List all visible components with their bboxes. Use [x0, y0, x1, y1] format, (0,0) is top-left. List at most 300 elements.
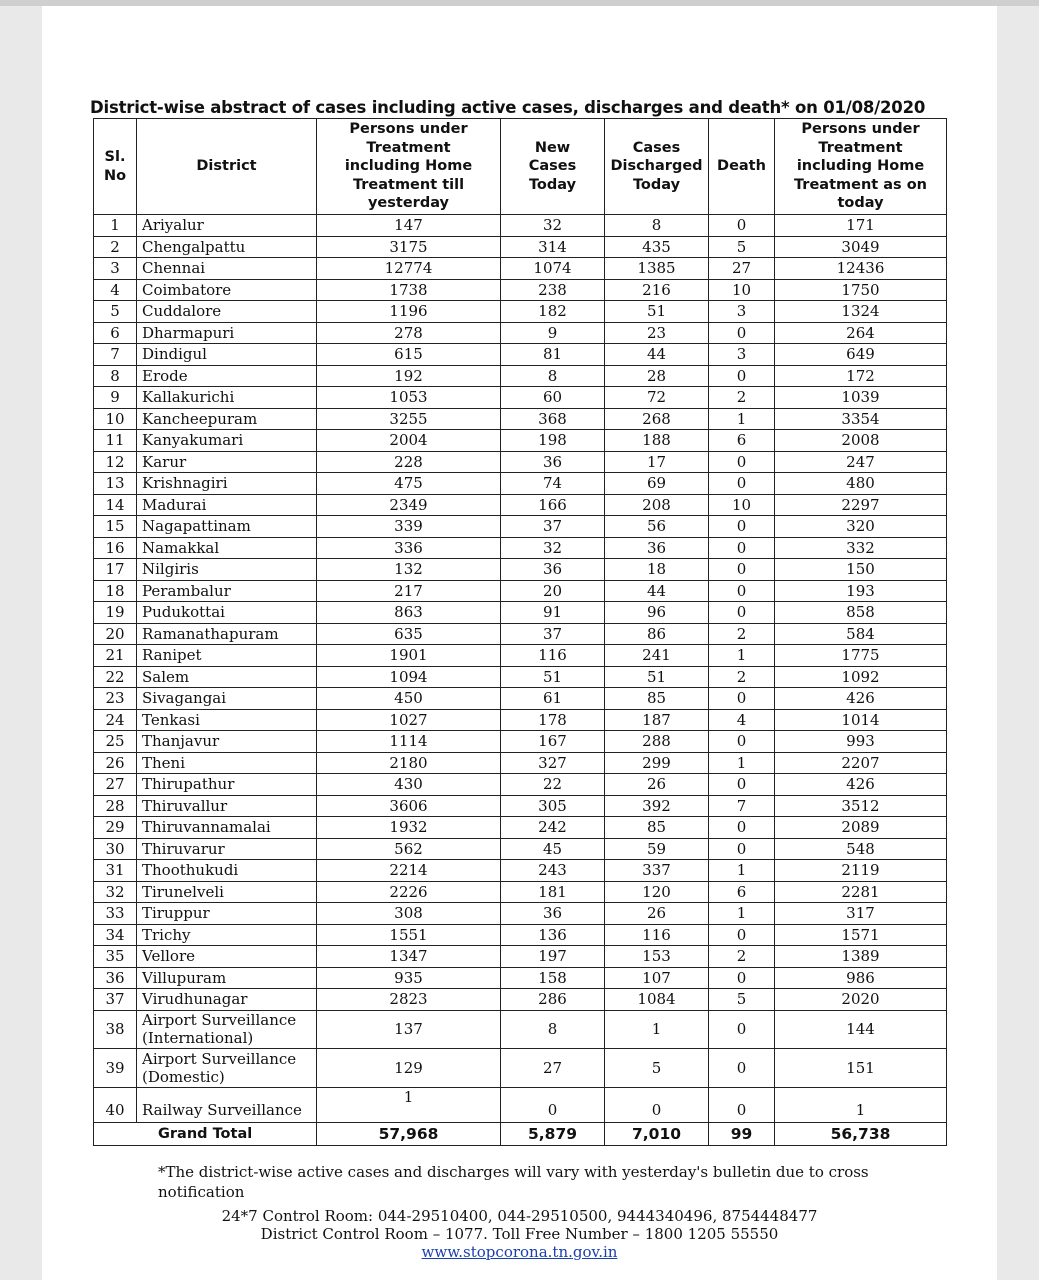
cell-under-treatment-today: 2119	[775, 860, 947, 882]
cell-under-treatment-today: 1014	[775, 709, 947, 731]
cell-under-treatment-today: 1039	[775, 387, 947, 409]
table-row	[94, 989, 947, 1011]
cell-under-treatment-yesterday: 217	[317, 580, 501, 602]
cell-district: Tenkasi	[137, 709, 317, 731]
header-sl-no: Sl. No	[94, 119, 137, 215]
cell-under-treatment-today: 193	[775, 580, 947, 602]
cell-sl-no: 24	[94, 709, 137, 731]
cell-under-treatment-yesterday: 1027	[317, 709, 501, 731]
cell-under-treatment-yesterday: 132	[317, 559, 501, 581]
cell-district: Nagapattinam	[137, 516, 317, 538]
cell-district: Thirupathur	[137, 774, 317, 796]
cell-district: Thiruvannamalai	[137, 817, 317, 839]
cell-under-treatment-today: 150	[775, 559, 947, 581]
cell-sl-no: 27	[94, 774, 137, 796]
cell-under-treatment-yesterday: 1196	[317, 301, 501, 323]
cell-death: 0	[709, 838, 775, 860]
grand-total-label: Grand Total	[94, 1122, 317, 1145]
table-row	[94, 215, 947, 237]
cell-sl-no: 14	[94, 494, 137, 516]
cell-death: 0	[709, 774, 775, 796]
table-row	[94, 365, 947, 387]
cell-under-treatment-today: 1571	[775, 924, 947, 946]
cell-under-treatment-today: 151	[775, 1049, 947, 1088]
cell-district: Madurai	[137, 494, 317, 516]
cell-discharged: 51	[605, 301, 709, 323]
table-row	[94, 258, 947, 280]
cell-under-treatment-yesterday: 430	[317, 774, 501, 796]
cell-death: 3	[709, 344, 775, 366]
cell-death: 0	[709, 688, 775, 710]
cell-under-treatment-yesterday: 615	[317, 344, 501, 366]
cell-sl-no: 40	[94, 1087, 137, 1122]
cell-new-cases: 0	[501, 1087, 605, 1122]
cell-death: 0	[709, 215, 775, 237]
cell-death: 7	[709, 795, 775, 817]
cell-new-cases: 158	[501, 967, 605, 989]
cell-death: 2	[709, 666, 775, 688]
grand-total-under-treatment-today: 56,738	[775, 1122, 947, 1145]
cell-discharged: 8	[605, 215, 709, 237]
cell-death: 0	[709, 365, 775, 387]
table-row	[94, 580, 947, 602]
cell-under-treatment-today: 993	[775, 731, 947, 753]
cell-new-cases: 197	[501, 946, 605, 968]
cell-district: Pudukottai	[137, 602, 317, 624]
cell-death: 0	[709, 1010, 775, 1049]
cell-death: 0	[709, 559, 775, 581]
cell-discharged: 26	[605, 774, 709, 796]
table-row	[94, 322, 947, 344]
table-row	[94, 924, 947, 946]
cell-under-treatment-today: 1389	[775, 946, 947, 968]
table-row	[94, 967, 947, 989]
table-row	[94, 602, 947, 624]
cell-new-cases: 27	[501, 1049, 605, 1088]
cell-sl-no: 28	[94, 795, 137, 817]
cell-under-treatment-yesterday: 137	[317, 1010, 501, 1049]
table-row	[94, 408, 947, 430]
cell-under-treatment-yesterday: 1901	[317, 645, 501, 667]
cell-discharged: 85	[605, 688, 709, 710]
cell-death: 5	[709, 236, 775, 258]
cell-death: 4	[709, 709, 775, 731]
cell-death: 6	[709, 430, 775, 452]
table-row	[94, 881, 947, 903]
cell-new-cases: 167	[501, 731, 605, 753]
grand-total-death: 99	[709, 1122, 775, 1145]
cell-under-treatment-today: 3512	[775, 795, 947, 817]
cell-discharged: 17	[605, 451, 709, 473]
cell-discharged: 268	[605, 408, 709, 430]
table-row	[94, 344, 947, 366]
header-district: District	[137, 119, 317, 215]
cell-district: Trichy	[137, 924, 317, 946]
cell-under-treatment-yesterday: 2226	[317, 881, 501, 903]
cell-under-treatment-today: 1750	[775, 279, 947, 301]
cell-new-cases: 166	[501, 494, 605, 516]
cell-sl-no: 12	[94, 451, 137, 473]
cell-under-treatment-yesterday: 863	[317, 602, 501, 624]
grand-total-under-treatment-yesterday: 57,968	[317, 1122, 501, 1145]
cell-new-cases: 1074	[501, 258, 605, 280]
table-header-row	[94, 119, 947, 215]
cell-sl-no: 39	[94, 1049, 137, 1088]
cell-new-cases: 136	[501, 924, 605, 946]
cell-discharged: 44	[605, 580, 709, 602]
cell-new-cases: 32	[501, 537, 605, 559]
cell-discharged: 187	[605, 709, 709, 731]
cell-discharged: 435	[605, 236, 709, 258]
cell-new-cases: 45	[501, 838, 605, 860]
cell-new-cases: 91	[501, 602, 605, 624]
cell-under-treatment-yesterday: 2823	[317, 989, 501, 1011]
table-row	[94, 688, 947, 710]
cell-death: 1	[709, 903, 775, 925]
cell-under-treatment-today: 264	[775, 322, 947, 344]
cell-death: 6	[709, 881, 775, 903]
cell-new-cases: 8	[501, 365, 605, 387]
cell-under-treatment-yesterday: 12774	[317, 258, 501, 280]
table-row	[94, 709, 947, 731]
cell-under-treatment-today: 172	[775, 365, 947, 387]
cell-new-cases: 243	[501, 860, 605, 882]
contact-info	[93, 1207, 946, 1261]
cell-under-treatment-today: 332	[775, 537, 947, 559]
cell-discharged: 120	[605, 881, 709, 903]
cell-district: Virudhunagar	[137, 989, 317, 1011]
cell-sl-no: 18	[94, 580, 137, 602]
district-control-room: District Control Room – 1077. Toll Free Number – 1800 1205 55550	[260, 1225, 779, 1243]
cell-discharged: 28	[605, 365, 709, 387]
cell-discharged: 1084	[605, 989, 709, 1011]
cell-sl-no: 38	[94, 1010, 137, 1049]
cell-district: Railway Surveillance	[137, 1087, 317, 1122]
cell-new-cases: 61	[501, 688, 605, 710]
cell-district: Thiruvallur	[137, 795, 317, 817]
cell-death: 0	[709, 1049, 775, 1088]
cell-new-cases: 74	[501, 473, 605, 495]
cell-new-cases: 37	[501, 516, 605, 538]
cell-discharged: 1	[605, 1010, 709, 1049]
cell-discharged: 188	[605, 430, 709, 452]
table-row	[94, 537, 947, 559]
cell-district: Airport Surveillance (Domestic)	[137, 1049, 317, 1088]
table-row	[94, 301, 947, 323]
table-row	[94, 838, 947, 860]
cell-new-cases: 305	[501, 795, 605, 817]
cell-under-treatment-yesterday: 1738	[317, 279, 501, 301]
cell-new-cases: 198	[501, 430, 605, 452]
cell-new-cases: 9	[501, 322, 605, 344]
cell-district: Thanjavur	[137, 731, 317, 753]
cell-district: Coimbatore	[137, 279, 317, 301]
cell-under-treatment-today: 317	[775, 903, 947, 925]
table-row	[94, 236, 947, 258]
cell-discharged: 0	[605, 1087, 709, 1122]
cell-sl-no: 7	[94, 344, 137, 366]
cell-sl-no: 16	[94, 537, 137, 559]
cell-discharged: 36	[605, 537, 709, 559]
table-row	[94, 795, 947, 817]
cell-sl-no: 36	[94, 967, 137, 989]
cell-death: 0	[709, 1087, 775, 1122]
table-row	[94, 430, 947, 452]
cell-death: 1	[709, 408, 775, 430]
cell-death: 0	[709, 451, 775, 473]
cell-sl-no: 34	[94, 924, 137, 946]
cell-district: Theni	[137, 752, 317, 774]
cell-under-treatment-today: 1092	[775, 666, 947, 688]
cell-death: 1	[709, 752, 775, 774]
cell-under-treatment-today: 649	[775, 344, 947, 366]
cell-death: 0	[709, 322, 775, 344]
cell-death: 0	[709, 473, 775, 495]
cell-under-treatment-today: 1324	[775, 301, 947, 323]
grand-total-new-cases: 5,879	[501, 1122, 605, 1145]
cell-under-treatment-today: 2207	[775, 752, 947, 774]
cell-under-treatment-yesterday: 147	[317, 215, 501, 237]
cell-sl-no: 13	[94, 473, 137, 495]
cell-under-treatment-today: 320	[775, 516, 947, 538]
cell-sl-no: 9	[94, 387, 137, 409]
cell-district: Kanyakumari	[137, 430, 317, 452]
cell-discharged: 153	[605, 946, 709, 968]
cell-discharged: 216	[605, 279, 709, 301]
cell-sl-no: 11	[94, 430, 137, 452]
cell-new-cases: 37	[501, 623, 605, 645]
cell-under-treatment-yesterday: 562	[317, 838, 501, 860]
header-death: Death	[709, 119, 775, 215]
cell-under-treatment-today: 2281	[775, 881, 947, 903]
cell-sl-no: 3	[94, 258, 137, 280]
cell-death: 0	[709, 580, 775, 602]
cell-sl-no: 10	[94, 408, 137, 430]
cell-death: 2	[709, 946, 775, 968]
cell-under-treatment-yesterday: 1	[317, 1087, 501, 1122]
cell-under-treatment-yesterday: 1094	[317, 666, 501, 688]
cell-death: 0	[709, 967, 775, 989]
cell-under-treatment-yesterday: 635	[317, 623, 501, 645]
cell-death: 3	[709, 301, 775, 323]
cell-under-treatment-yesterday: 1551	[317, 924, 501, 946]
cell-new-cases: 8	[501, 1010, 605, 1049]
cell-under-treatment-today: 247	[775, 451, 947, 473]
cell-under-treatment-today: 2008	[775, 430, 947, 452]
cell-new-cases: 32	[501, 215, 605, 237]
cell-death: 0	[709, 731, 775, 753]
cell-discharged: 56	[605, 516, 709, 538]
cell-under-treatment-yesterday: 192	[317, 365, 501, 387]
cell-sl-no: 6	[94, 322, 137, 344]
cell-discharged: 241	[605, 645, 709, 667]
cell-under-treatment-today: 858	[775, 602, 947, 624]
cell-district: Ramanathapuram	[137, 623, 317, 645]
cell-under-treatment-today: 2020	[775, 989, 947, 1011]
cell-new-cases: 286	[501, 989, 605, 1011]
cell-district: Thoothukudi	[137, 860, 317, 882]
cell-under-treatment-yesterday: 336	[317, 537, 501, 559]
cell-death: 5	[709, 989, 775, 1011]
cell-district: Sivagangai	[137, 688, 317, 710]
cell-new-cases: 181	[501, 881, 605, 903]
cell-sl-no: 15	[94, 516, 137, 538]
cell-under-treatment-today: 171	[775, 215, 947, 237]
cell-under-treatment-today: 986	[775, 967, 947, 989]
cell-new-cases: 178	[501, 709, 605, 731]
grand-total-discharged: 7,010	[605, 1122, 709, 1145]
cell-new-cases: 51	[501, 666, 605, 688]
cell-under-treatment-yesterday: 3255	[317, 408, 501, 430]
table-row	[94, 494, 947, 516]
cell-sl-no: 17	[94, 559, 137, 581]
cell-district: Dindigul	[137, 344, 317, 366]
cell-discharged: 23	[605, 322, 709, 344]
table-row	[94, 731, 947, 753]
table-row	[94, 645, 947, 667]
grand-total-row	[94, 1122, 947, 1145]
table-row	[94, 623, 947, 645]
cell-district: Perambalur	[137, 580, 317, 602]
cell-district: Dharmapuri	[137, 322, 317, 344]
cell-district: Thiruvarur	[137, 838, 317, 860]
cell-sl-no: 37	[94, 989, 137, 1011]
cell-district: Namakkal	[137, 537, 317, 559]
cell-new-cases: 60	[501, 387, 605, 409]
cell-death: 1	[709, 860, 775, 882]
cell-district: Villupuram	[137, 967, 317, 989]
table-row	[94, 666, 947, 688]
cell-death: 2	[709, 623, 775, 645]
cell-discharged: 208	[605, 494, 709, 516]
header-new-cases: New Cases Today	[501, 119, 605, 215]
cell-under-treatment-today: 144	[775, 1010, 947, 1049]
table-row	[94, 559, 947, 581]
cell-death: 0	[709, 602, 775, 624]
cell-sl-no: 29	[94, 817, 137, 839]
website-link[interactable]: www.stopcorona.tn.gov.in	[421, 1243, 618, 1261]
cell-sl-no: 19	[94, 602, 137, 624]
cell-death: 0	[709, 537, 775, 559]
table-row	[94, 473, 947, 495]
table-row	[94, 451, 947, 473]
cell-discharged: 107	[605, 967, 709, 989]
cell-discharged: 392	[605, 795, 709, 817]
cell-under-treatment-yesterday: 129	[317, 1049, 501, 1088]
footnote: *The district-wise active cases and discharges will vary with yesterday's bulletin due to cross notification	[158, 1163, 869, 1201]
cell-death: 0	[709, 817, 775, 839]
cell-discharged: 96	[605, 602, 709, 624]
table-row	[94, 817, 947, 839]
cell-under-treatment-today: 3049	[775, 236, 947, 258]
cell-discharged: 116	[605, 924, 709, 946]
cell-under-treatment-yesterday: 3175	[317, 236, 501, 258]
cell-discharged: 288	[605, 731, 709, 753]
cell-sl-no: 23	[94, 688, 137, 710]
cell-district: Ariyalur	[137, 215, 317, 237]
cell-district: Erode	[137, 365, 317, 387]
cell-under-treatment-yesterday: 1932	[317, 817, 501, 839]
cell-death: 27	[709, 258, 775, 280]
cell-death: 0	[709, 516, 775, 538]
cell-discharged: 59	[605, 838, 709, 860]
header-under-treatment-today: Persons under Treatment including Home Treatment as on today	[775, 119, 947, 215]
cell-sl-no: 35	[94, 946, 137, 968]
cell-under-treatment-today: 426	[775, 774, 947, 796]
cell-sl-no: 1	[94, 215, 137, 237]
cell-under-treatment-yesterday: 1053	[317, 387, 501, 409]
cell-under-treatment-yesterday: 228	[317, 451, 501, 473]
cell-discharged: 51	[605, 666, 709, 688]
cell-district: Tirunelveli	[137, 881, 317, 903]
cell-district: Kancheepuram	[137, 408, 317, 430]
cell-new-cases: 368	[501, 408, 605, 430]
cell-district: Vellore	[137, 946, 317, 968]
cell-sl-no: 2	[94, 236, 137, 258]
header-discharged: Cases Discharged Today	[605, 119, 709, 215]
cell-death: 10	[709, 494, 775, 516]
cell-under-treatment-yesterday: 1347	[317, 946, 501, 968]
cell-district: Karur	[137, 451, 317, 473]
cell-discharged: 18	[605, 559, 709, 581]
cell-district: Chennai	[137, 258, 317, 280]
cell-new-cases: 327	[501, 752, 605, 774]
table-row	[94, 1087, 947, 1122]
cell-new-cases: 36	[501, 451, 605, 473]
cell-under-treatment-today: 480	[775, 473, 947, 495]
district-cases-table	[93, 118, 947, 1146]
cell-new-cases: 36	[501, 559, 605, 581]
cell-under-treatment-today: 12436	[775, 258, 947, 280]
cell-district: Nilgiris	[137, 559, 317, 581]
cell-discharged: 337	[605, 860, 709, 882]
cell-discharged: 1385	[605, 258, 709, 280]
cell-discharged: 86	[605, 623, 709, 645]
cell-district: Cuddalore	[137, 301, 317, 323]
table-row	[94, 1010, 947, 1049]
cell-under-treatment-today: 1	[775, 1087, 947, 1122]
document-title: District-wise abstract of cases including active cases, discharges and death* on 01/08/2020	[90, 98, 926, 117]
cell-sl-no: 25	[94, 731, 137, 753]
cell-district: Chengalpattu	[137, 236, 317, 258]
cell-district: Tiruppur	[137, 903, 317, 925]
cell-under-treatment-yesterday: 2349	[317, 494, 501, 516]
table-row	[94, 752, 947, 774]
cell-district: Salem	[137, 666, 317, 688]
cell-under-treatment-today: 548	[775, 838, 947, 860]
cell-district: Kallakurichi	[137, 387, 317, 409]
cell-new-cases: 20	[501, 580, 605, 602]
cell-new-cases: 22	[501, 774, 605, 796]
cell-under-treatment-yesterday: 2180	[317, 752, 501, 774]
cell-discharged: 299	[605, 752, 709, 774]
cell-discharged: 85	[605, 817, 709, 839]
table-row	[94, 903, 947, 925]
cell-under-treatment-yesterday: 3606	[317, 795, 501, 817]
cell-under-treatment-today: 584	[775, 623, 947, 645]
table-row	[94, 774, 947, 796]
cell-sl-no: 20	[94, 623, 137, 645]
cell-discharged: 44	[605, 344, 709, 366]
cell-under-treatment-today: 426	[775, 688, 947, 710]
cell-new-cases: 81	[501, 344, 605, 366]
cell-under-treatment-yesterday: 1114	[317, 731, 501, 753]
cell-under-treatment-today: 3354	[775, 408, 947, 430]
cell-under-treatment-yesterday: 2004	[317, 430, 501, 452]
cell-under-treatment-yesterday: 2214	[317, 860, 501, 882]
table-row	[94, 946, 947, 968]
cell-new-cases: 116	[501, 645, 605, 667]
